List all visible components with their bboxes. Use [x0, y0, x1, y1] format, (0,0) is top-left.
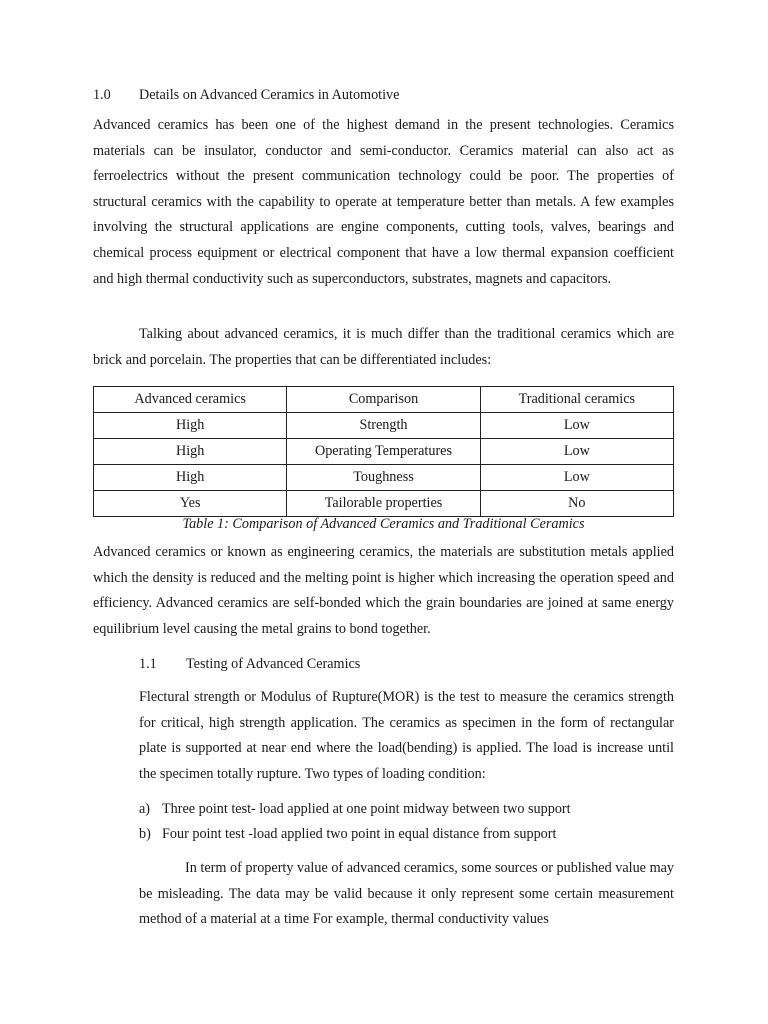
- table-caption: Table 1: Comparison of Advanced Ceramics and Traditional Ceramics: [182, 516, 585, 532]
- table-header-cell: Advanced ceramics: [94, 387, 287, 413]
- table-row: [94, 413, 674, 439]
- paragraph-intro: Advanced ceramics has been one of the highest demand in the present technologies. Ceramics materials can be insulator, conductor and semi-conductor. Ceramics material can also act as ferroelectrics without the present communication technology could be poor. The properties of structural ceramics with the capability to operate at temperature better than metals. A few examples involving the structural applications are engine components, cutting tools, valves, bearings and chemical process equipment or electrical component that have a low thermal expansion coefficient and high thermal conductivity such as superconductors, substrates, magnets and capacitors.: [93, 117, 674, 287]
- subsection-heading: [139, 655, 360, 673]
- subsection-number: 1.1: [139, 656, 157, 672]
- list-item-text: Three point test- load applied at one point midway between two support: [162, 801, 571, 817]
- table-cell: High: [94, 439, 287, 465]
- table-cell: Operating Temperatures: [287, 439, 480, 465]
- table-row: [94, 439, 674, 465]
- table-cell: High: [94, 465, 287, 491]
- list-item-text: Four point test -load applied two point in equal distance from support: [162, 826, 557, 842]
- table-cell: Strength: [287, 413, 480, 439]
- list-item: [139, 800, 571, 818]
- table-header-cell: Traditional ceramics: [480, 387, 673, 413]
- table-cell: No: [480, 491, 673, 517]
- table-cell: Yes: [94, 491, 287, 517]
- section-number: 1.0: [93, 87, 111, 103]
- paragraph-engineering-ceramics: Advanced ceramics or known as engineering ceramics, the materials are substitution metals applied which the density is reduced and the melting point is higher which increasing the operation speed and efficiency. Advanced ceramics are self-bonded which the grain boundaries are joined at same energy equilibrium level causing the metal grains to bond together.: [93, 544, 674, 637]
- table-row: [94, 465, 674, 491]
- paragraph-property-values: In term of property value of advanced ceramics, some sources or published value may be misleading. The data may be valid because it only represent some certain measurement method of a material at a time For example, thermal conductivity values: [139, 860, 674, 928]
- table-header-cell: Comparison: [287, 387, 480, 413]
- table-header-row: [94, 387, 674, 413]
- table-cell: Tailorable properties: [287, 491, 480, 517]
- section-title: Details on Advanced Ceramics in Automotive: [139, 87, 400, 103]
- list-item: [139, 825, 556, 843]
- table-cell: High: [94, 413, 287, 439]
- paragraph-testing: Flectural strength or Modulus of Rupture(MOR) is the test to measure the ceramics strength for critical, high strength application. The ceramics as specimen in the form of rectangular plate is supported at near end where the load(bending) is applied. The load is increase until the specimen totally rupture. Two types of loading condition:: [139, 689, 674, 782]
- list-marker: b): [139, 826, 151, 842]
- table-cell: Toughness: [287, 465, 480, 491]
- comparison-table: [93, 386, 674, 517]
- list-marker: a): [139, 801, 151, 817]
- subsection-title: Testing of Advanced Ceramics: [186, 656, 361, 672]
- paragraph-comparison-intro: Talking about advanced ceramics, it is much differ than the traditional ceramics which are brick and porcelain. The properties that can be differentiated includes:: [93, 326, 674, 368]
- table-cell: Low: [480, 465, 673, 491]
- table-cell: Low: [480, 439, 673, 465]
- table-row: [94, 491, 674, 517]
- section-heading: [93, 86, 399, 104]
- table-cell: Low: [480, 413, 673, 439]
